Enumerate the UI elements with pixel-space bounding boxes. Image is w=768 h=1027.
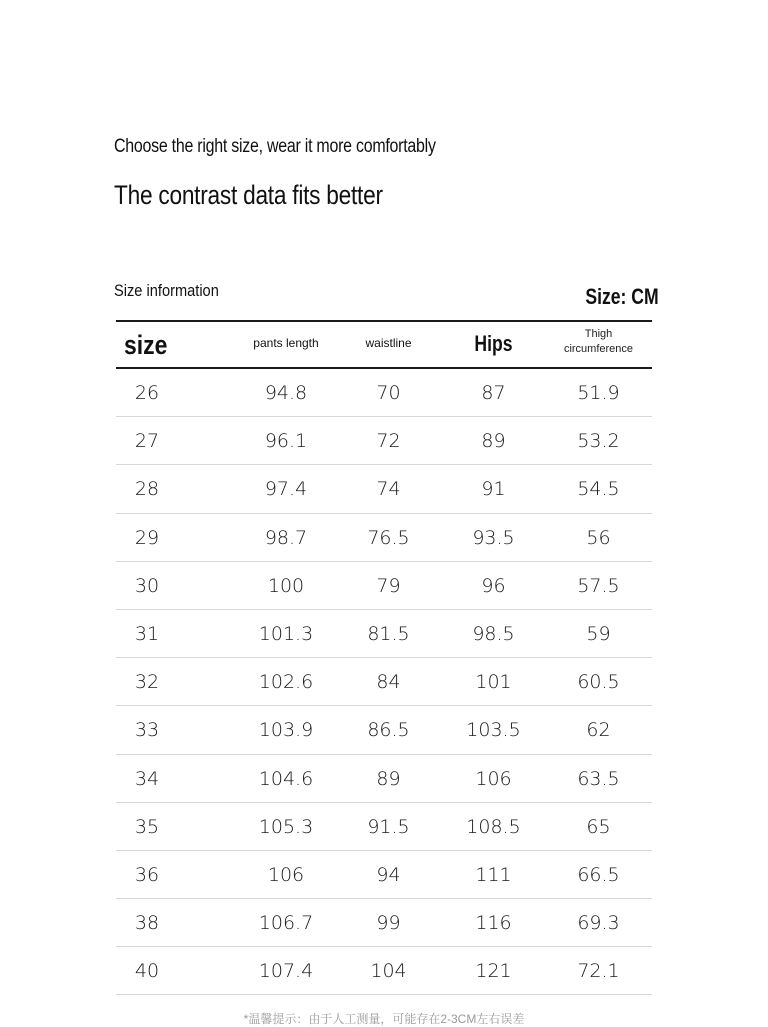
cell-thigh-circumference: 53.2: [577, 430, 620, 453]
header-size: size: [124, 330, 168, 360]
table-body: [116, 369, 652, 995]
cell-pants-length: 94.8: [264, 382, 308, 404]
cell-hips: 89: [481, 430, 506, 453]
header-waistline: waistline: [365, 336, 412, 350]
cell-thigh-circumference: 69.3: [577, 912, 620, 935]
cell-hips: 98.5: [472, 622, 515, 645]
cell-thigh-circumference: 62: [586, 719, 611, 742]
cell-size: 27: [134, 430, 160, 453]
cell-thigh-circumference: 65: [586, 815, 611, 838]
cell-hips: 87: [481, 382, 506, 404]
cell-thigh-circumference: 51.9: [577, 382, 620, 404]
cell-size: 30: [134, 574, 160, 597]
cell-size: 35: [134, 815, 160, 838]
cell-waistline: 91.5: [367, 815, 410, 838]
cell-thigh-circumference: 60.5: [577, 671, 620, 694]
cell-waistline: 81.5: [367, 622, 410, 645]
table-row: [116, 803, 652, 851]
table-row: [116, 562, 652, 610]
cell-size: 34: [134, 767, 160, 790]
cell-thigh-circumference: 57.5: [577, 574, 620, 597]
cell-waistline: 79: [376, 574, 401, 597]
cell-hips: 106: [475, 767, 512, 790]
cell-thigh-circumference: 66.5: [577, 863, 620, 886]
cell-waistline: 104: [370, 960, 407, 983]
cell-pants-length: 107.4: [258, 960, 314, 983]
cell-size: 26: [134, 382, 160, 404]
cell-thigh-circumference: 56: [586, 526, 611, 549]
cell-waistline: 70: [376, 382, 401, 404]
size-info-label: Size information: [114, 281, 219, 300]
cell-pants-length: 96.1: [264, 430, 308, 453]
cell-waistline: 99: [376, 912, 401, 935]
footnote: *温馨提示：由于人工测量，可能存在2-3CM左右误差: [243, 1012, 525, 1026]
cell-waistline: 84: [376, 671, 401, 694]
headline: The contrast data fits better: [114, 180, 383, 210]
cell-waistline: 74: [376, 478, 401, 501]
size-table: [116, 320, 652, 995]
cell-thigh-circumference: 63.5: [577, 767, 620, 790]
table-header: [116, 320, 652, 369]
cell-waistline: 76.5: [367, 526, 410, 549]
cell-pants-length: 105.3: [258, 815, 314, 838]
table-row: [116, 851, 652, 899]
subtitle: Choose the right size, wear it more comfortably: [114, 136, 436, 157]
cell-waistline: 94: [376, 863, 401, 886]
cell-size: 31: [134, 622, 160, 645]
cell-thigh-circumference: 72.1: [577, 960, 620, 983]
cell-hips: 91: [481, 478, 506, 501]
cell-hips: 96: [481, 574, 506, 597]
cell-size: 32: [134, 671, 160, 694]
cell-size: 28: [134, 478, 160, 501]
cell-pants-length: 101.3: [258, 622, 314, 645]
table-row: [116, 706, 652, 754]
cell-pants-length: 98.7: [264, 526, 308, 549]
cell-waistline: 89: [376, 767, 401, 790]
table-row: [116, 417, 652, 465]
cell-pants-length: 100: [267, 574, 305, 597]
cell-pants-length: 103.9: [258, 719, 314, 742]
header-thigh-line1: Thigh: [584, 328, 613, 340]
cell-hips: 103.5: [466, 719, 521, 742]
header-thigh-circumference: [546, 327, 651, 357]
cell-hips: 108.5: [466, 815, 521, 838]
cell-hips: 93.5: [472, 526, 515, 549]
cell-size: 33: [134, 719, 160, 742]
table-row: [116, 465, 652, 513]
cell-hips: 111: [475, 863, 512, 886]
unit-label: Size: CM: [585, 284, 659, 309]
cell-thigh-circumference: 59: [586, 622, 611, 645]
table-row: [116, 610, 652, 658]
cell-size: 36: [134, 863, 160, 886]
cell-hips: 121: [475, 960, 512, 983]
cell-size: 29: [134, 526, 160, 549]
cell-pants-length: 106.7: [258, 912, 314, 935]
cell-pants-length: 104.6: [258, 767, 314, 790]
cell-waistline: 86.5: [367, 719, 410, 742]
table-row: [116, 899, 652, 947]
table-row: [116, 947, 652, 995]
cell-hips: 116: [475, 912, 512, 935]
cell-size: 40: [134, 960, 160, 983]
table-row: [116, 369, 652, 417]
cell-pants-length: 97.4: [264, 478, 308, 501]
header-hips: Hips: [474, 331, 513, 356]
table-row: [116, 658, 652, 706]
cell-size: 38: [134, 912, 160, 935]
cell-waistline: 72: [376, 430, 401, 453]
table-row: [116, 755, 652, 803]
cell-hips: 101: [475, 671, 512, 694]
header-pants-length: pants length: [253, 336, 319, 350]
cell-pants-length: 102.6: [258, 671, 314, 694]
cell-pants-length: 106: [267, 863, 305, 886]
cell-thigh-circumference: 54.5: [577, 478, 620, 501]
table-row: [116, 514, 652, 562]
header-thigh-line2: circumference: [563, 343, 634, 355]
